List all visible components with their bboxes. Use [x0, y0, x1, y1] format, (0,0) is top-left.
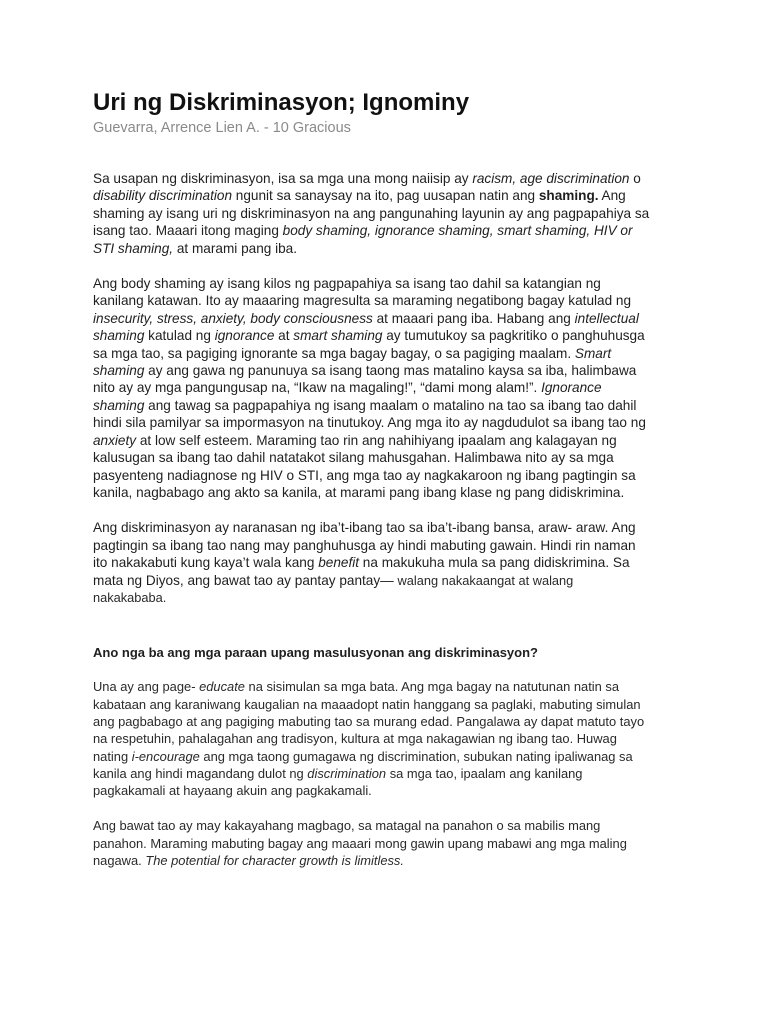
- text-line: nating i-encourage ang mga taong gumagawa ng discrimination, subukan nating ipaliwanag sa: [93, 748, 633, 764]
- text-line: shaming katulad ng ignorance at smart shaming ay tumutukoy sa pagkritiko o panghuhusga: [93, 328, 645, 344]
- paragraph-solutions: [93, 678, 683, 799]
- text-line: na respetuhin, pahalagahan ang tradisyon, kultura at mga nakagawian ng ibang tao. Huwag: [93, 731, 617, 747]
- text-line: kalusugan sa ibang tao dahil natatakot silang mahusgahan. Halimbawa nito ay sa mga: [93, 450, 614, 466]
- text-line: shaming ay ang gawa ng panunuya sa isang taong mas matalino kaysa sa iba, halimbawa: [93, 363, 637, 379]
- text-line: isang tao. Maaari itong maging body shaming, ignorance shaming, smart shaming, HIV or: [93, 223, 633, 239]
- text-line: disability discrimination ngunit sa sanaysay na ito, pag uusapan natin ang shaming. Ang: [93, 188, 626, 204]
- paragraph-body-shaming: [93, 275, 683, 501]
- text-line: ang pagbabago at ang pagiging mabuting tao sa murang edad. Pangalawa ay dapat matuto tayo: [93, 713, 645, 729]
- text-line: Una ay ang page- educate na sisimulan sa mga bata. Ang mga bagay na natutunan natin sa: [93, 679, 620, 695]
- text-line: mata ng Diyos, ang bawat tao ay pantay pantay— walang nakakaangat at walang: [93, 572, 574, 588]
- text-line: pagtingin sa ibang tao nang may panghuhusga ay hindi mabuting gawain. Hindi rin naman: [93, 537, 636, 553]
- text-line: Ang diskriminasyon ay naranasan ng iba’t-ibang tao sa iba’t-ibang bansa, araw- araw. Ang: [93, 520, 636, 536]
- text-line: pagkakamali at hayaang akuin ang pagkakamali.: [93, 783, 372, 799]
- text-line: insecurity, stress, anxiety, body consciousness at maaari pang iba. Habang ang intellectual: [93, 310, 639, 326]
- text-line: panahon. Maraming mabuting bagay ang maaari mong gawin upang mabawi ang mga maling: [93, 835, 627, 851]
- text-line: kanila, nagbabago ang akto sa kanila, at marami pang ibang klase ng pang didiskrimina.: [93, 484, 625, 500]
- text-line: sa mga tao, sa pagiging ignorante sa mga bagay bagay, o sa pagiging maalam. Smart: [93, 345, 612, 361]
- text-line: nito ay ay mga pangungusap na, “Ikaw na magaling!”, “dami mong alam!”. Ignorance: [93, 380, 602, 396]
- paragraph-intro: [93, 170, 683, 257]
- text-line: nakakababa.: [93, 589, 167, 605]
- text-line: shaming ang tawag sa pagpapahiya ng isang maalam o matalino na tao sa ibang tao dahil: [93, 397, 637, 413]
- paragraph-conclusion: [93, 519, 683, 606]
- text-line: Ang body shaming ay isang kilos ng pagpapahiya sa isang tao dahil sa katangian ng: [93, 276, 601, 292]
- document-title: Uri ng Diskriminasyon; Ignominy: [93, 89, 470, 116]
- text-line: kanila ang hindi magandang dulot ng discrimination sa mga tao, ipaalam ang kanilang: [93, 765, 583, 781]
- document-body: [93, 88, 683, 887]
- paragraph-closing: [93, 817, 683, 869]
- document-author: Guevarra, Arrence Lien A. - 10 Gracious: [93, 120, 351, 136]
- text-line: hindi sila pamilyar sa impormasyon na tinutukoy. Ang mga ito ay nagdudulot sa ibang tao ng: [93, 415, 646, 431]
- text-line: pasyenteng nadiagnose ng HIV o STI, ang mga tao ay nagkakaroon ng ibang pagtingin sa: [93, 467, 636, 483]
- text-line: STI shaming, at marami pang iba.: [93, 240, 298, 256]
- text-line: shaming ay isang uri ng diskriminasyon na ang pangunahing layunin ay ang pagpapahiya sa: [93, 205, 650, 221]
- text-line: ito nakakabuti kung kaya’t wala kang benefit na makukuha mula sa pang didiskrimina. Sa: [93, 555, 630, 571]
- section-heading: Ano nga ba ang mga paraan upang masulusyonan ang diskriminasyon?: [93, 645, 538, 661]
- text-line: kabataan ang karaniwang kaugalian na maaadopt natin hanggang sa paglaki, mabuting simulan: [93, 696, 641, 712]
- text-line: kanilang katawan. Ito ay maaaring magresulta sa maraming negatibong bagay katulad ng: [93, 293, 632, 309]
- text-line: nagawa. The potential for character growth is limitless.: [93, 853, 404, 869]
- text-line: Sa usapan ng diskriminasyon, isa sa mga una mong naiisip ay racism, age discrimination o: [93, 171, 641, 186]
- text-line: Ang bawat tao ay may kakayahang magbago, sa matagal na panahon o sa mabilis mang: [93, 818, 601, 834]
- text-line: anxiety at low self esteem. Maraming tao rin ang nahihiyang ipaalam ang kalagayan ng: [93, 432, 617, 448]
